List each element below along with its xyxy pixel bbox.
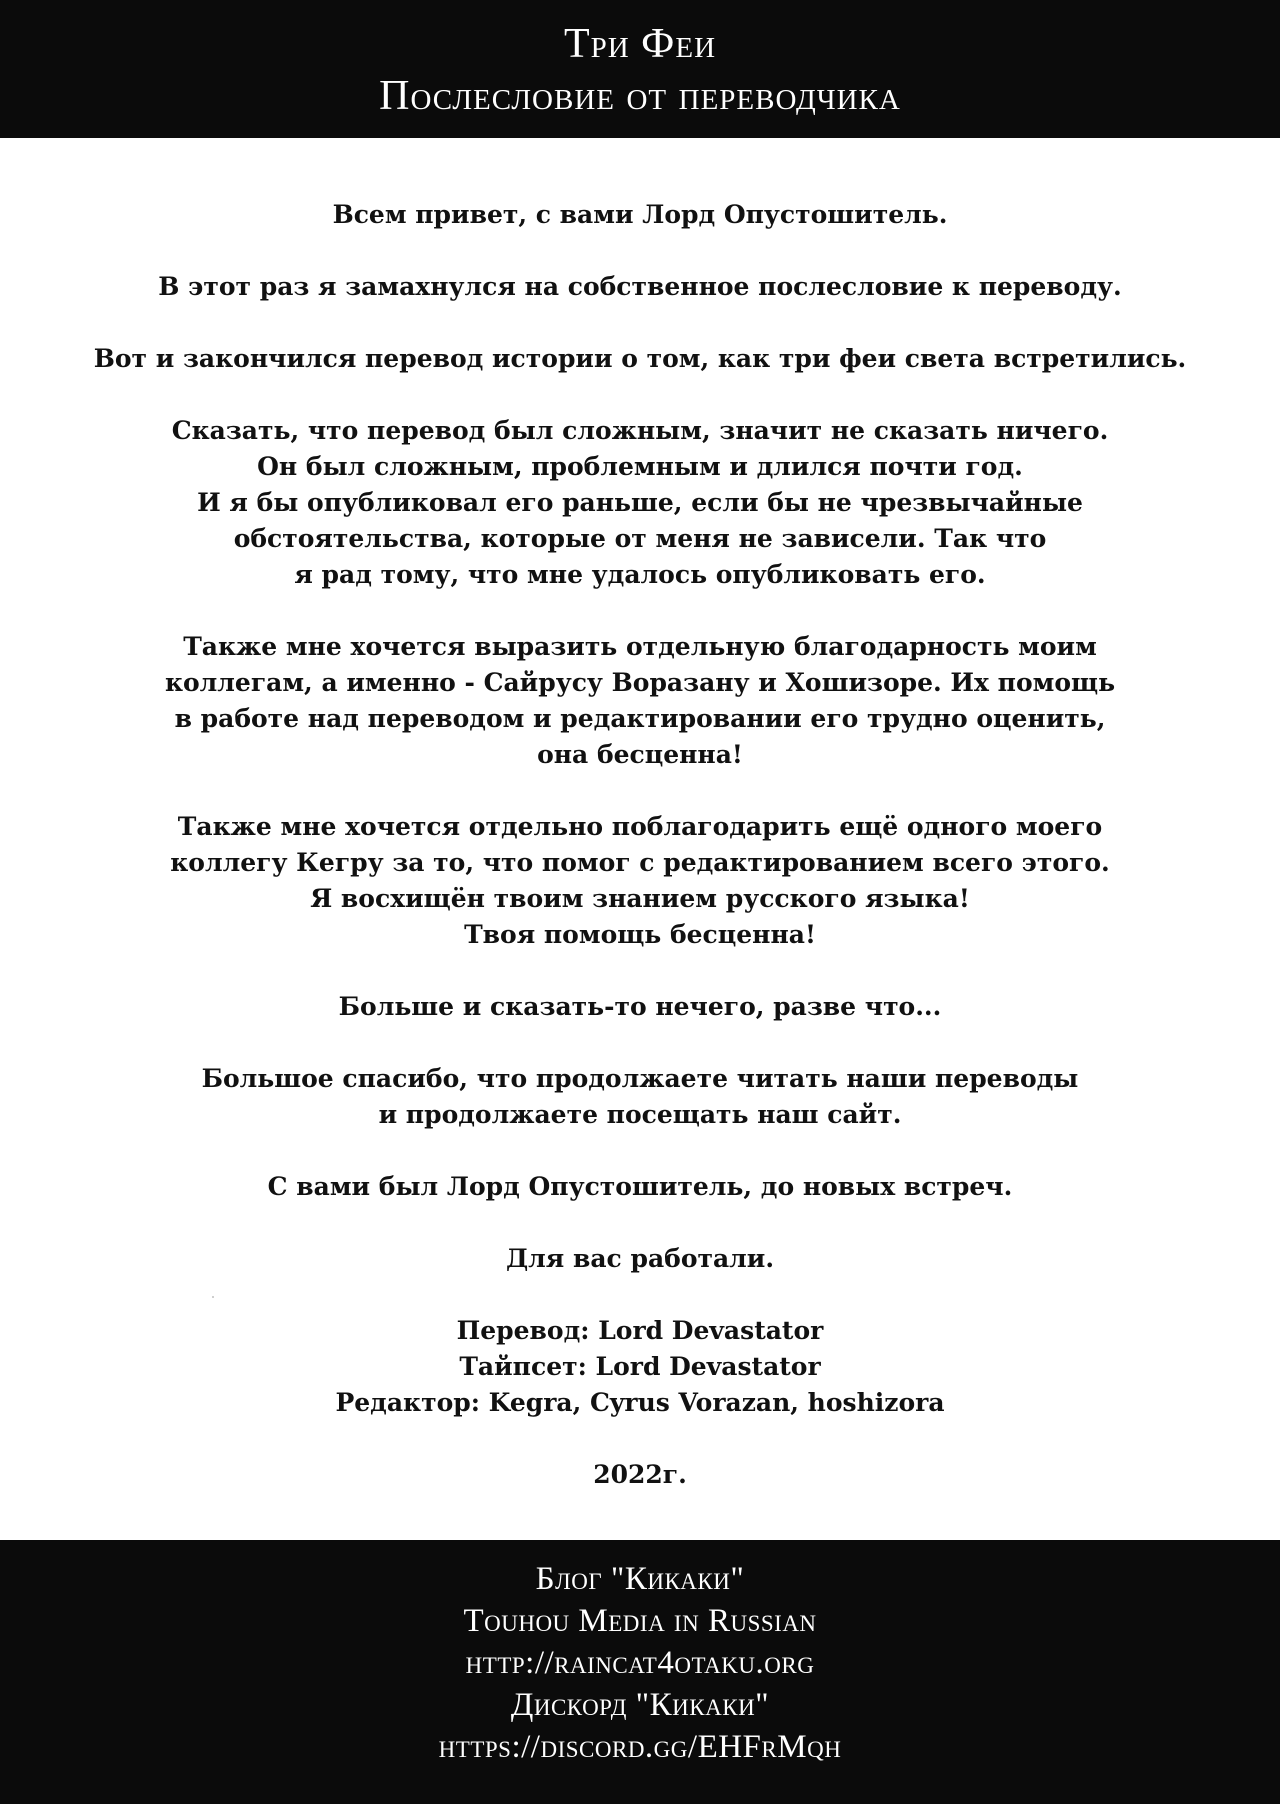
paragraph [60, 1169, 1220, 1205]
footer-band [0, 1540, 1280, 1804]
text-line: Он был сложным, проблемным и длился почти год. [257, 452, 1023, 481]
text-line: Всем привет, с вами Лорд Опустошитель. [332, 200, 948, 229]
scan-speck [212, 1296, 214, 1298]
paragraph [60, 809, 1220, 953]
paragraph [60, 341, 1220, 377]
text-line: Тайпсет: Lord Devastator [459, 1352, 821, 1381]
text-line: Для вас работали. [505, 1244, 775, 1273]
text-line: Твоя помощь бесценна! [464, 920, 816, 949]
footer-tagline: Touhou Media in Russian [463, 1603, 817, 1639]
paragraph [60, 1457, 1220, 1493]
text-line: Перевод: Lord Devastator [456, 1316, 824, 1345]
paragraph [60, 629, 1220, 773]
paragraph [60, 1313, 1220, 1421]
text-line: обстоятельства, которые от меня не зависели. Так что [233, 524, 1047, 553]
text-line: 2022г. [593, 1460, 687, 1489]
text-line: коллегу Кегру за то, что помог с редактированием всего этого. [170, 848, 1110, 877]
afterword-text [60, 197, 1220, 1529]
footer-blog-name: Блог "Кикаки" [535, 1561, 745, 1597]
text-line: в работе над переводом и редактировании его трудно оценить, [174, 704, 1106, 733]
paragraph [60, 1061, 1220, 1133]
text-line: Сказать, что перевод был сложным, значит не сказать ничего. [171, 416, 1109, 445]
text-line: Также мне хочется выразить отдельную благодарность моим [183, 632, 1097, 661]
text-line: В этот раз я замахнулся на собственное послесловие к переводу. [158, 272, 1122, 301]
paragraph [60, 1241, 1220, 1277]
paragraph [60, 989, 1220, 1025]
paragraph [60, 269, 1220, 305]
footer-site-url: http://raincat4otaku.org [465, 1645, 815, 1681]
text-line: коллегам, а именно - Сайрусу Воразану и Хошизоре. Их помощь [164, 668, 1116, 697]
header-band [0, 0, 1280, 138]
paragraph [60, 413, 1220, 593]
text-line: и продолжаете посещать наш сайт. [378, 1100, 902, 1129]
text-line: Редактор: Kegra, Cyrus Vorazan, hoshizora [335, 1388, 945, 1417]
text-line: И я бы опубликовал его раньше, если бы не чрезвычайные [197, 488, 1083, 517]
text-line: С вами был Лорд Опустошитель, до новых встреч. [267, 1172, 1013, 1201]
text-line: Также мне хочется отдельно поблагодарить ещё одного моего [177, 812, 1103, 841]
paragraph [60, 197, 1220, 233]
footer-discord-url: https://discord.gg/EHFrMqh [438, 1729, 842, 1765]
text-line: Больше и сказать-то нечего, разве что... [338, 992, 942, 1021]
text-line: Вот и закончился перевод истории о том, как три феи света встретились. [93, 344, 1187, 373]
text-line: я рад тому, что мне удалось опубликовать его. [294, 560, 986, 589]
page-title: Три Феи [563, 21, 717, 67]
text-line: Большое спасибо, что продолжаете читать наши переводы [201, 1064, 1079, 1093]
text-line: Я восхищён твоим знанием русского языка! [310, 884, 970, 913]
text-line: она бесценна! [537, 740, 743, 769]
footer-discord-name: Дискорд "Кикаки" [510, 1687, 770, 1723]
page-subtitle: Послесловие от переводчика [379, 73, 901, 119]
